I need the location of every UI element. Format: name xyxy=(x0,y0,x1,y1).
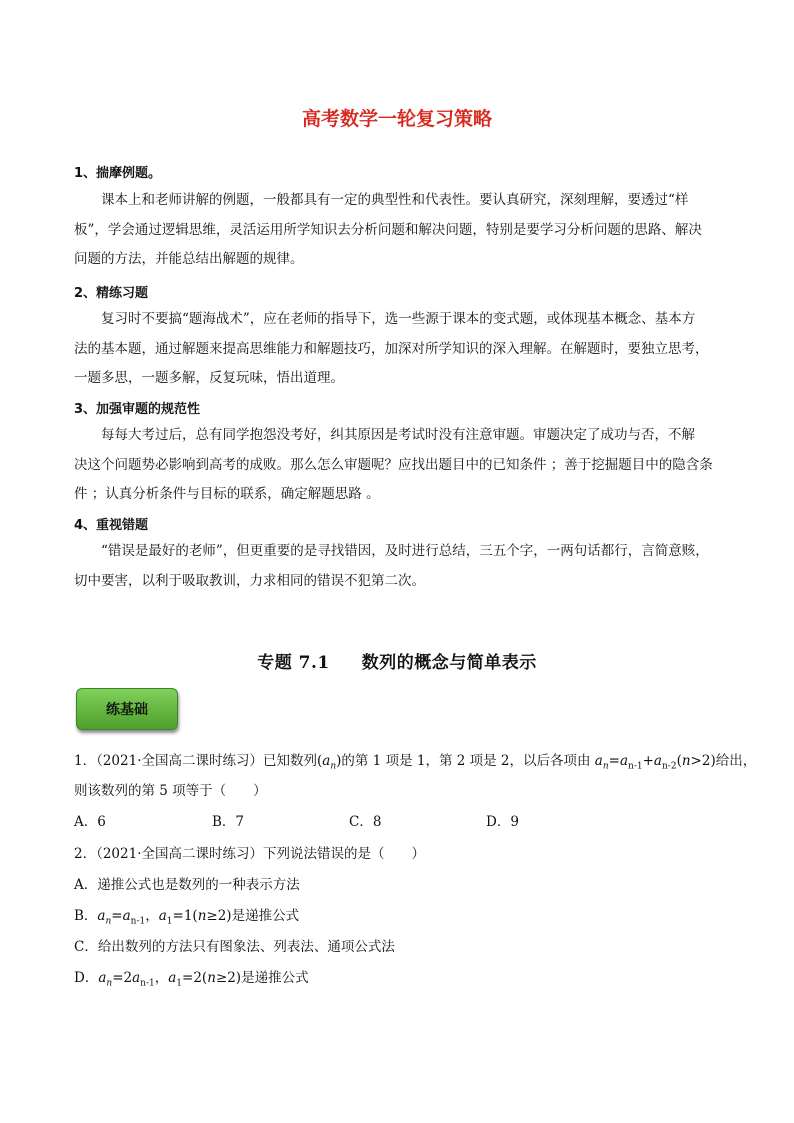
question-1-line-2: 则该数列的第 5 项等于（ ） xyxy=(74,783,267,799)
q1-option-a: A．6 xyxy=(74,814,106,830)
section-4-heading: 4、重视错题 xyxy=(74,518,149,533)
q2-option-c: C．给出数列的方法只有图象法、列表法、通项公式法 xyxy=(74,939,395,955)
text-line: 件 ；认真分析条件与目标的联系，确定解题思路 。 xyxy=(74,486,380,502)
q1-option-d: D．9 xyxy=(486,814,519,830)
section-3-body xyxy=(74,421,724,510)
text-line: 法的基本题，通过解题来提高思维能力和解题技巧，加深对所学知识的深入理解。在解题时，要独立思考， xyxy=(74,340,709,357)
section-2-body xyxy=(74,305,724,394)
section-1-heading: 1、揣摩例题。 xyxy=(74,166,162,181)
section-1-body xyxy=(74,186,724,275)
q2-option-a: A．递推公式也是数列的一种表示方法 xyxy=(74,877,300,893)
text-line: 板”，学会通过逻辑思维，灵活运用所学知识去分析问题和解决问题，特别是要学习分析问题的思路、解决 xyxy=(74,221,702,238)
topic-name: 数列的概念与简单表示 xyxy=(361,653,537,673)
section-3-heading: 3、加强审题的规范性 xyxy=(74,402,201,417)
topic-number: 专题 7.1 xyxy=(257,653,330,673)
question-2-stem: 2．（2021·全国高二课时练习）下列说法错误的是（ ） xyxy=(74,846,425,862)
q1-option-b: B．7 xyxy=(212,814,245,830)
question-1-line-1: 1．（2021·全国高二课时练习）已知数列$(a_n)$的第 1 项是 1，第 2 项是 2，以后各项由 $a_n=a_{n-1}+a_{n-2}(n>2)$给出， xyxy=(74,753,757,772)
text-line: 切中要害，以利于吸取教训，力求相同的错误不犯第二次。 xyxy=(74,572,425,589)
text-line: 每每大考过后，总有同学抱怨没考好，纠其原因是考试时没有注意审题。审题决定了成功与否，不解 xyxy=(101,427,695,443)
text-line: 课本上和老师讲解的例题，一般都具有一定的典型性和代表性。要认真研究，深刻理解，要透过“样 xyxy=(101,192,689,208)
topic-heading xyxy=(0,648,794,673)
section-4-body xyxy=(74,537,724,596)
text-line: “错误是最好的老师”，但更重要的是寻找错因，及时进行总结，三五个字，一两句话都行，言简意赅， xyxy=(101,543,709,559)
text-line: 决这个问题势必影响到高考的成败。那么怎么审题呢？应找出题目中的已知条件 ；善于挖掘题目中的隐含条 xyxy=(74,456,713,473)
q1-option-c: C．8 xyxy=(349,814,382,830)
section-2-heading: 2、精练习题 xyxy=(74,286,149,301)
q2-option-b: B．$a_n=a_{n-1}$，$a_1=1(n\ge 2)$是递推公式 xyxy=(74,908,300,927)
q2-option-d: D．$a_n=2a_{n-1}$，$a_1=2(n\ge 2)$是递推公式 xyxy=(74,970,309,989)
text-line: 一题多思，一题多解，反复玩味，悟出道理。 xyxy=(74,370,344,386)
page-title: 高考数学一轮复习策略 xyxy=(301,108,492,130)
text-line: 复习时不要搞“题海战术”，应在老师的指导下，选一些源于课本的变式题，或体现基本概念、基本方 xyxy=(101,311,696,327)
practice-basics-button[interactable]: 练基础 xyxy=(76,688,178,730)
text-line: 问题的方法，并能总结出解题的规律。 xyxy=(74,251,304,267)
